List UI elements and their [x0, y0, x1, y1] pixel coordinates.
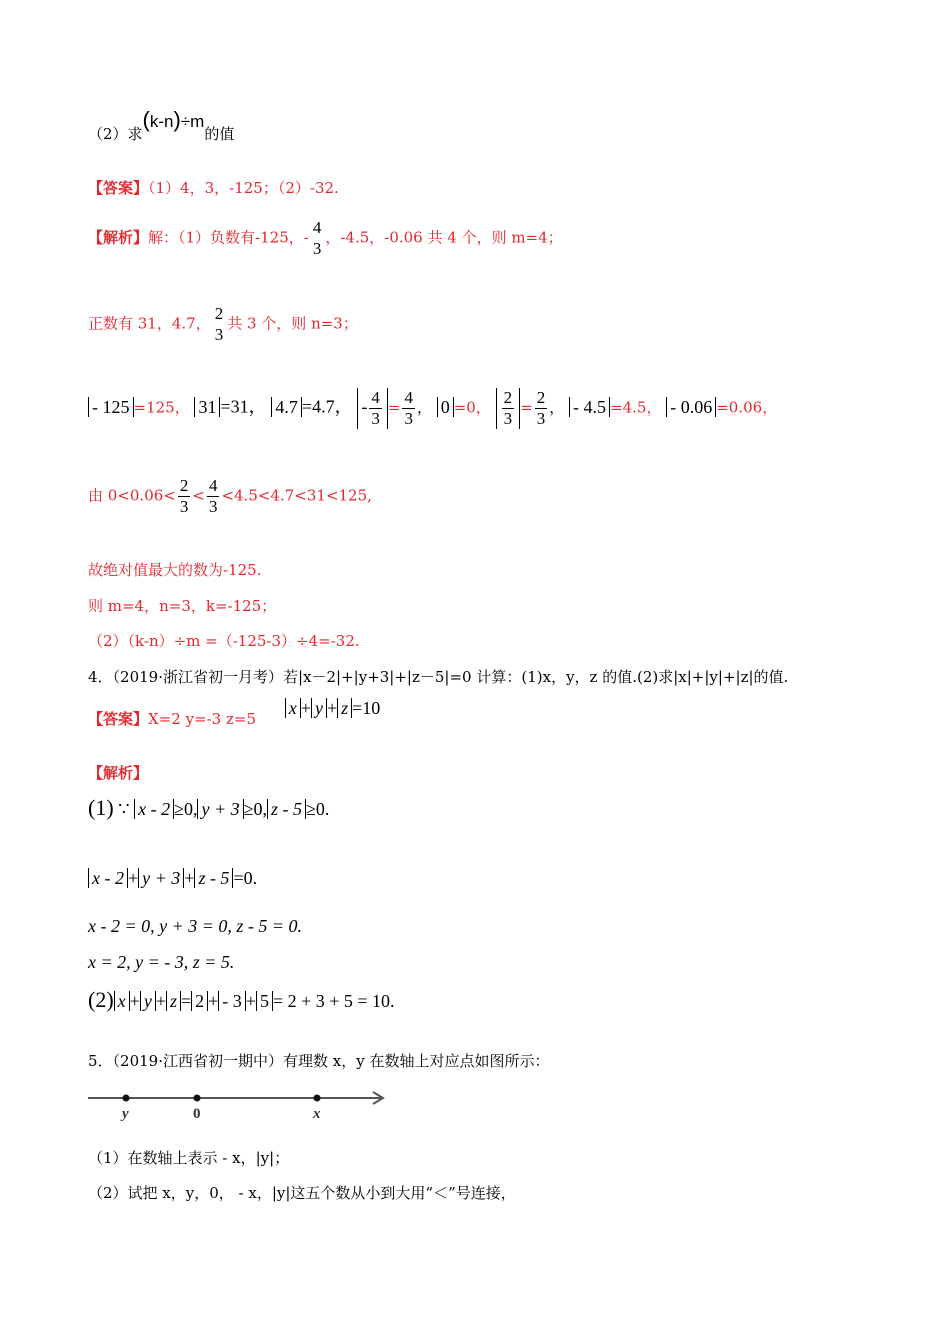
analysis-tag: 【解析】 — [88, 228, 149, 247]
abs-4-7-result: =4.7， — [301, 396, 353, 417]
step-3: x - 2 = 0, y + 3 = 0, z - 5 = 0. — [88, 916, 303, 936]
abs-2-3: $\frac{2}{3}$ — [496, 388, 521, 429]
question-2-prefix: （2）求 — [88, 125, 143, 143]
absolute-values-line: - 125 =125， 31 =31， 4.7 =4.7， - $\frac{4}{3}$ = $\frac{4}{3}$ ， 0 =0， $\frac{2}{3}$ = $\frac{2}{3}$ ， - 4.5 =4.5， - 0.06 =0.06， — [88, 388, 777, 429]
point-zero — [194, 1095, 201, 1102]
question-5: 5．（2019·江西省初一期中）有理数 x，y 在数轴上对应点如图所示： — [88, 1052, 550, 1070]
positive-line — [88, 304, 358, 345]
label-y: y — [122, 1106, 129, 1122]
question-5-part-1: （1）在数轴上表示 - x，|y|； — [88, 1149, 290, 1167]
expr-k-n: k-n — [149, 112, 174, 131]
number-line-figure — [86, 1085, 391, 1125]
abs-31-result: =31， — [220, 396, 267, 417]
conclusion-2: 则 m=4，n=3，k=-125； — [88, 597, 277, 615]
answer-tag: 【答案】 — [88, 179, 149, 197]
step-2: x - 2 + y + 3 + z - 5 =0. — [88, 868, 257, 888]
label-x: x — [313, 1106, 321, 1122]
step-4: x = 2, y = - 3, z = 5. — [88, 952, 235, 972]
abs-neg-4-5-result: =4.5， — [610, 398, 662, 417]
abs-neg-0-06-result: =0.06， — [716, 398, 778, 417]
order-fraction-2-3: $\frac{2}{3}$ — [179, 476, 189, 516]
expr-close-paren: ) — [173, 107, 181, 132]
answer-1-text: （1）4，3，-125；（2）-32. — [148, 179, 339, 197]
analysis-1-text-a: 解：（1）负数有-125，- — [148, 228, 309, 247]
order-text-b: <4.5<4.7<31<125, — [221, 486, 372, 505]
analysis-1-line — [88, 218, 563, 259]
expr-divide-m: ÷m — [180, 112, 205, 131]
step-5: (2) x + y + z = 2 + - 3 + 5 = 2 + 3 + 5 = 10. — [88, 987, 395, 1012]
answer-1-line — [88, 178, 339, 198]
order-fraction-4-3: $\frac{4}{3}$ — [208, 476, 218, 516]
abs-neg-4-5: - 4.5 — [569, 397, 610, 417]
abs-31: 31 — [194, 397, 220, 417]
conclusion-3: （2）（k-n）÷m =（-125-3）÷4=-32. — [88, 632, 360, 650]
abs-0-result: =0， — [453, 398, 491, 417]
abs-neg-0-06: - 0.06 — [666, 397, 716, 417]
label-zero: 0 — [193, 1106, 201, 1122]
question-2-line — [88, 107, 235, 144]
analysis-4-tag: 【解析】 — [88, 764, 149, 782]
order-text-a: 由 0<0.06< — [88, 486, 176, 505]
conclusion-1: 故绝对值最大的数为-125. — [88, 561, 262, 579]
analysis-1-text-b: ，-4.5，-0.06 共 4 个，则 m=4； — [325, 228, 563, 247]
fraction-4-3: 4 3 — [312, 218, 322, 258]
order-line: 由 0<0.06< $\frac{2}{3}$ < $\frac{4}{3}$ <4.5<4.7<31<125, — [88, 476, 372, 516]
expr-open-paren: ( — [142, 107, 150, 132]
step-1: (1) ∵ x - 2 ≥0, y + 3 ≥0, z - 5 ≥0. — [88, 795, 330, 820]
positive-text-a: 正数有 31，4.7， — [88, 314, 211, 333]
question-2-suffix: 的值 — [204, 125, 235, 143]
abs-0: 0 — [437, 397, 454, 417]
answer-4-tag: 【答案】 — [88, 710, 149, 728]
point-x — [314, 1095, 321, 1102]
answer-4-text: X=2 y=-3 z=5 — [148, 710, 257, 728]
abs-2-3-result: $\frac{2}{3}$ — [536, 388, 546, 428]
positive-text-b: 共 3 个，则 n=3； — [227, 314, 358, 333]
answer-4-line — [88, 698, 381, 729]
abs-neg-125-result: =125， — [133, 398, 190, 417]
point-y — [123, 1095, 130, 1102]
question-5-part-2: （2）试把 x，y，0， - x，|y|这五个数从小到大用“＜”号连接， — [88, 1184, 516, 1202]
abs-neg-125: - 125 — [88, 397, 134, 417]
question-4: 4．（2019·浙江省初一月考）若|x－2|+|y+3|+|z－5|=0 计算：(1)x，y，z 的值.(2)求|x|+|y|+|z|的值. — [88, 668, 789, 686]
answer-4-sum: x + y + z =10 — [285, 698, 380, 718]
abs-neg-4-3-result: $\frac{4}{3}$ — [404, 388, 413, 428]
abs-4-7: 4.7 — [271, 397, 302, 417]
abs-neg-4-3: - $\frac{4}{3}$ — [357, 388, 388, 429]
fraction-2-3: 2 3 — [214, 304, 224, 344]
